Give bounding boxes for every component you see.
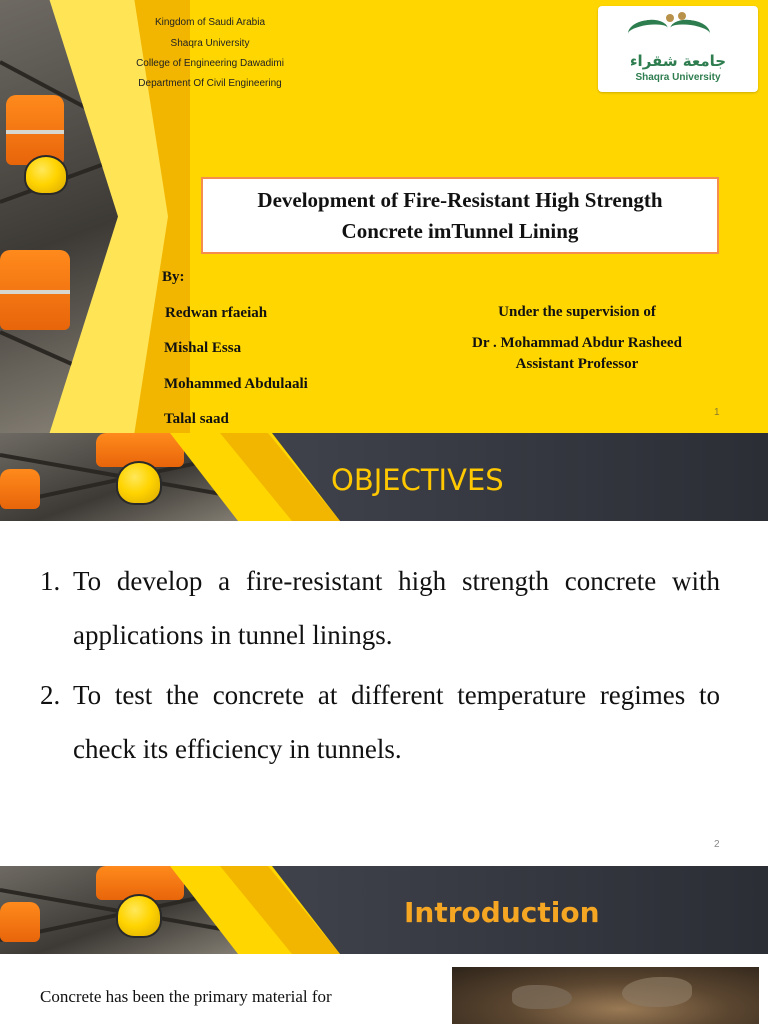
logo-english-text: Shaqra University (635, 72, 721, 83)
slide-header-banner (0, 866, 768, 954)
logo-arabic-text: جامعة شقراء (629, 52, 727, 70)
supervisor-name: Dr . Mohammad Abdur Rasheed (472, 335, 682, 351)
tunnel-photo (452, 967, 759, 1024)
objective-number: 2. (40, 680, 61, 710)
title-slide (0, 0, 768, 433)
institution-line: Department Of Civil Engineering (138, 78, 282, 89)
objective-number: 1. (40, 566, 61, 596)
institution-line: College of Engineering Dawadimi (136, 58, 284, 69)
institution-line: Kingdom of Saudi Arabia (154, 17, 266, 28)
intro-paragraph: Concrete has been the primary material for (40, 987, 332, 1006)
objective-text: To test the concrete at different temperature regimes to check its efficiency in tunnels. (73, 680, 720, 764)
institution-line: Shaqra University (170, 38, 250, 49)
author-name: Talal saad (164, 411, 229, 427)
objectives-slide (0, 433, 768, 866)
author-name: Mohammed Abdulaali (164, 376, 308, 392)
supervisor-title: Assistant Professor (515, 356, 639, 372)
slide-number: 1 (714, 407, 720, 418)
introduction-slide (0, 866, 768, 1024)
slide-heading: Introduction (404, 896, 600, 929)
book-icon (627, 17, 670, 44)
objective-text: To develop a fire-resistant high strength concrete with applications in tunnel linings. (73, 566, 720, 650)
author-name: Redwan rfaeiah (165, 305, 268, 321)
university-logo (598, 6, 758, 92)
slide-heading: OBJECTIVES (331, 463, 504, 497)
objective-item (40, 668, 720, 776)
presentation-title: Development of Fire-Resistant High Strength Concrete imTunnel Lining (201, 177, 719, 254)
supervision-label: Under the supervision of (498, 304, 656, 320)
slide-header-banner (0, 433, 768, 521)
author-name: Mishal Essa (164, 340, 242, 356)
slide-number: 2 (714, 839, 720, 850)
by-label: By: (162, 269, 185, 285)
objective-item (40, 554, 720, 662)
